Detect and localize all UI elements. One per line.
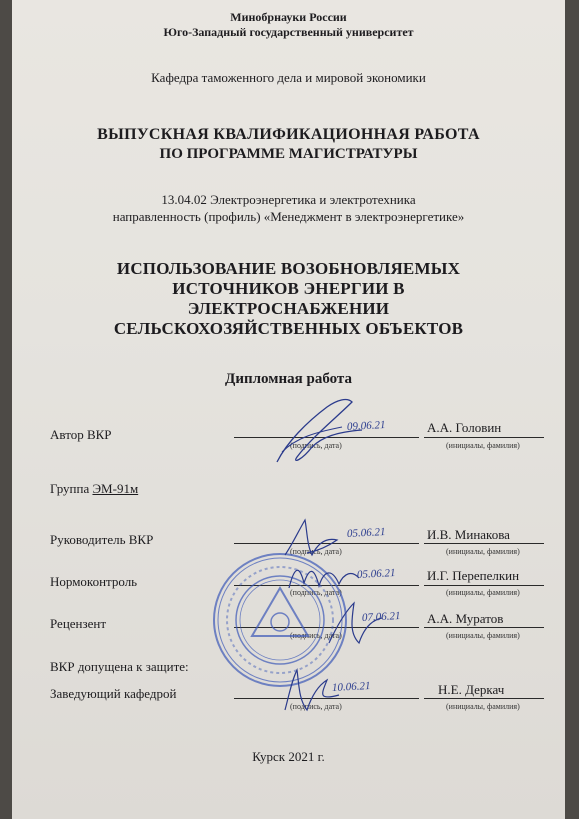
group-value: ЭМ-91м [92,481,139,496]
reviewer-name-line [424,627,544,628]
head-name-line [424,698,544,699]
university-stamp [210,550,350,690]
head-date: 10.06.21 [331,680,371,694]
supervisor-name: И.В. Минакова [427,527,510,542]
head-signature-line [234,698,419,699]
supervisor-date: 05.06.21 [346,526,386,540]
normcontrol-label: Нормоконтроль [50,574,138,589]
normcontrol-name-caption: (инициалы, фамилия) [446,588,520,597]
group-row [50,481,138,497]
author-name-caption: (инициалы, фамилия) [446,441,520,450]
head-label: Заведующий кафедрой [50,686,177,701]
supervisor-signature-caption: (подпись, дата) [290,547,342,556]
normcontrol-date: 05.06.21 [356,567,396,581]
head-signature-caption: (подпись, дата) [290,702,342,711]
reviewer-name-caption: (инициалы, фамилия) [446,631,520,640]
normcontrol-signature-caption: (подпись, дата) [290,588,342,597]
supervisor-label: Руководитель ВКР [50,532,154,547]
thesis-title-line: ИСТОЧНИКОВ ЭНЕРГИИ В [172,279,405,298]
head-name-caption: (инициалы, фамилия) [446,702,520,711]
head-name: Н.Е. Деркач [438,682,505,697]
author-name-line [424,437,544,438]
university-name: Юго-Западный государственный университет [163,25,414,39]
thesis-title [12,259,565,339]
supervisor-name-line [424,543,544,544]
thesis-title-line: СЕЛЬСКОХОЗЯЙСТВЕННЫХ ОБЪЕКТОВ [113,319,464,338]
city-year: Курск 2021 г. [252,749,325,764]
author-signature-line [234,437,419,438]
author-label: Автор ВКР [50,427,112,442]
thesis-title-line: ИСПОЛЬЗОВАНИЕ ВОЗОБНОВЛЯЕМЫХ [116,259,461,278]
work-type-line1: ВЫПУСКНАЯ КВАЛИФИКАЦИОННАЯ РАБОТА [97,126,480,143]
supervisor-name-caption: (инициалы, фамилия) [446,547,520,556]
department-name: Кафедра таможенного дела и мировой экономики [151,70,426,85]
reviewer-name: А.А. Муратов [427,611,504,626]
specialty-profile: направленность (профиль) «Менеджмент в электроэнергетике» [112,209,465,224]
normcontrol-name: И.Г. Перепелкин [427,568,520,583]
ministry-name: Минобрнауки России [230,10,347,24]
thesis-title-line: ЭЛЕКТРОСНАБЖЕНИИ [187,299,390,318]
reviewer-date: 07.06.21 [361,610,401,624]
reviewer-label: Рецензент [50,616,107,631]
reviewer-signature-caption: (подпись, дата) [290,631,342,640]
author-signature-caption: (подпись, дата) [290,441,342,450]
author-name: А.А. Головин [427,420,502,435]
document-page [12,0,565,819]
author-date: 09.06.21 [346,419,386,433]
admission-label: ВКР допущена к защите: [50,659,189,674]
group-label: Группа [50,481,90,496]
thesis-subtitle: Дипломная работа [225,371,352,387]
normcontrol-name-line [424,585,544,586]
specialty-code: 13.04.02 Электроэнергетика и электротехника [161,192,416,207]
supervisor-signature-line [234,543,419,544]
work-type-line2: ПО ПРОГРАММЕ МАГИСТРАТУРЫ [159,146,418,162]
